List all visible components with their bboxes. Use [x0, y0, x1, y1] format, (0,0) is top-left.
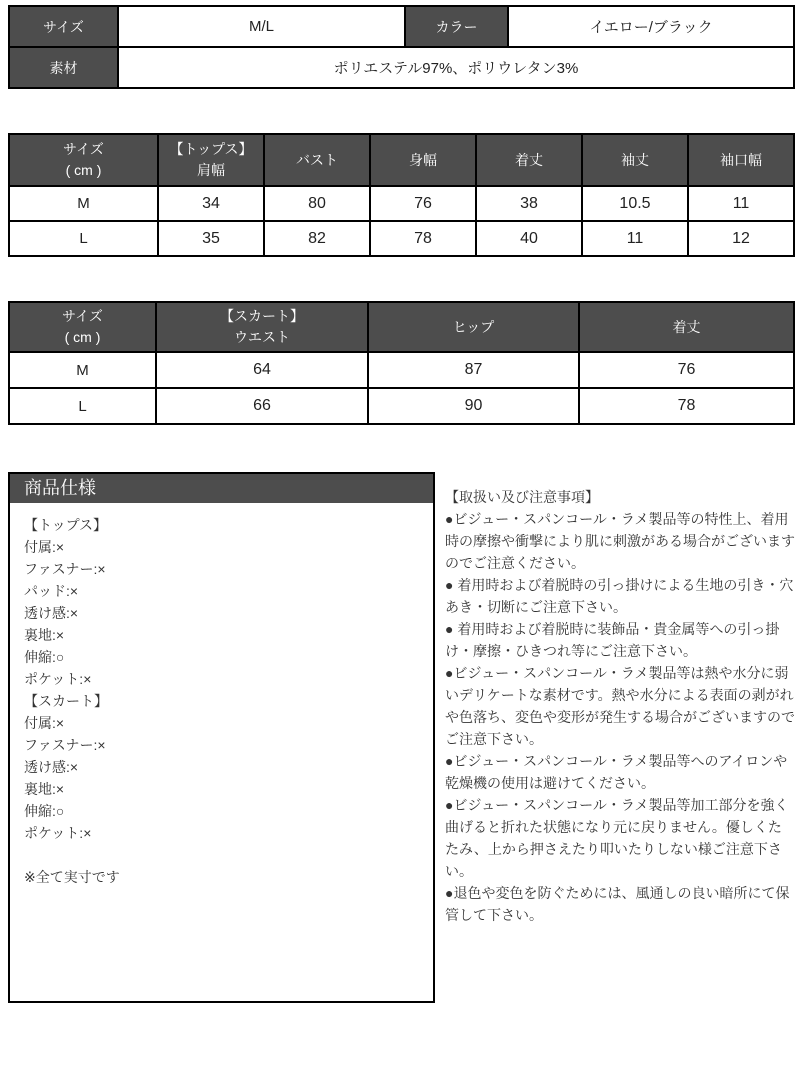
- value-cell: 66: [156, 388, 368, 424]
- table-row: [9, 6, 794, 47]
- care-notes-title: 【取扱い及び注意事項】: [445, 489, 599, 505]
- spec-line: 伸縮:○: [24, 649, 65, 665]
- care-note-item: ●ビジュー・スパンコール・ラメ製品等は熱や水分に弱いデリケートな素材です。熱や水分による表面の剥がれや色落ち、変色や変形が発生する場合がございますのでご注意下さい。: [445, 665, 795, 747]
- skirt-corner-cell: [9, 302, 156, 352]
- size-cell: M: [9, 186, 158, 221]
- corner-line1: サイズ: [63, 141, 104, 157]
- tops-header-bust: バスト: [264, 134, 370, 186]
- value-cell: 12: [688, 221, 794, 256]
- value-cell: 80: [264, 186, 370, 221]
- value-cell: 10.5: [582, 186, 688, 221]
- skirt-row-l: [9, 388, 794, 424]
- care-note-item: ●退色や変色を防ぐためには、風通しの良い暗所にて保管して下さい。: [445, 885, 790, 923]
- skirt-row-m: [9, 352, 794, 388]
- value-cell: 87: [368, 352, 579, 388]
- size-label-cell: サイズ: [9, 6, 118, 47]
- value-cell: 76: [370, 186, 476, 221]
- spec-line: ファスナー:×: [24, 737, 106, 753]
- spec-line: 伸縮:○: [24, 803, 65, 819]
- value-cell: 76: [579, 352, 794, 388]
- value-cell: 40: [476, 221, 582, 256]
- value-cell: 35: [158, 221, 264, 256]
- tops-header-shoulder: 【トップス】 肩幅: [158, 134, 264, 186]
- spec-line: 【スカート】: [24, 693, 108, 709]
- value-cell: 64: [156, 352, 368, 388]
- skirt-header-waist: 【スカート】 ウエスト: [156, 302, 368, 352]
- spec-blank-line: [24, 844, 419, 866]
- care-note-item: ● 着用時および着脱時に装飾品・貴金属等への引っ掛け・摩擦・ひきつれ等にご注意下さい。: [445, 621, 780, 659]
- spec-line: パッド:×: [24, 583, 79, 599]
- size-cell: L: [9, 221, 158, 256]
- spec-line: 【トップス】: [24, 517, 108, 533]
- tops-size-table: [8, 133, 795, 257]
- value-cell: 90: [368, 388, 579, 424]
- value-cell: 82: [264, 221, 370, 256]
- spec-panel-title-bar: [10, 474, 433, 503]
- tops-row-l: [9, 221, 794, 256]
- material-value-cell: ポリエステル97%、ポリウレタン3%: [118, 47, 794, 88]
- spec-line: 付属:×: [24, 715, 65, 731]
- tops-header-row: [9, 134, 794, 186]
- color-label-cell: カラー: [405, 6, 508, 47]
- tops-header-cuff-width: 袖口幅: [688, 134, 794, 186]
- corner-line2: ( cm ): [64, 329, 101, 345]
- value-cell: 78: [370, 221, 476, 256]
- color-value-cell: イエロー/ブラック: [508, 6, 794, 47]
- spec-line: 透け感:×: [24, 605, 79, 621]
- size-cell: M: [9, 352, 156, 388]
- value-cell: 78: [579, 388, 794, 424]
- size-value-cell: M/L: [118, 6, 405, 47]
- tops-row-m: [9, 186, 794, 221]
- care-notes: [445, 486, 795, 926]
- spec-line: ポケット:×: [24, 825, 92, 841]
- spec-line: 透け感:×: [24, 759, 79, 775]
- spec-panel-body: [10, 503, 433, 899]
- skirt-size-table: [8, 301, 795, 425]
- spec-line: 裏地:×: [24, 627, 65, 643]
- skirt-header-length: 着丈: [579, 302, 794, 352]
- spec-line: 付属:×: [24, 539, 65, 555]
- care-note-item: ●ビジュー・スパンコール・ラメ製品等の特性上、着用時の摩擦や衝撃により肌に刺激がある場合がございますのでご注意ください。: [445, 511, 795, 571]
- tops-group-label: 【トップス】: [169, 141, 253, 157]
- care-note-item: ●ビジュー・スパンコール・ラメ製品等加工部分を強く曲げると折れた状態になり元に戻りません。優しくたたみ、上から押さえたり叩いたりしない様ご注意下さい。: [445, 797, 789, 879]
- spec-line: 裏地:×: [24, 781, 65, 797]
- tops-corner-cell: [9, 134, 158, 186]
- tops-header-length: 着丈: [476, 134, 582, 186]
- care-note-item: ●ビジュー・スパンコール・ラメ製品等へのアイロンや乾燥機の使用は避けてください。: [445, 753, 788, 791]
- table-row: [9, 47, 794, 88]
- skirt-group-label: 【スカート】: [220, 308, 304, 324]
- value-cell: 38: [476, 186, 582, 221]
- corner-line1: サイズ: [62, 308, 103, 324]
- material-label-cell: 素材: [9, 47, 118, 88]
- spec-panel-title: 商品仕様: [24, 478, 96, 498]
- spec-note-actual-size: ※全て実寸です: [24, 869, 120, 885]
- tops-header-sleeve-length: 袖丈: [582, 134, 688, 186]
- tops-header-body-width: 身幅: [370, 134, 476, 186]
- size-cell: L: [9, 388, 156, 424]
- skirt-header-row: [9, 302, 794, 352]
- spec-line: ファスナー:×: [24, 561, 106, 577]
- size-color-material-table: [8, 5, 795, 89]
- value-cell: 11: [688, 186, 794, 221]
- product-spec-panel: [8, 472, 435, 1003]
- value-cell: 34: [158, 186, 264, 221]
- corner-line2: ( cm ): [65, 162, 102, 178]
- value-cell: 11: [582, 221, 688, 256]
- care-note-item: ● 着用時および着脱時の引っ掛けによる生地の引き・穴あき・切断にご注意下さい。: [445, 577, 794, 615]
- spec-line: ポケット:×: [24, 671, 92, 687]
- skirt-header-hip: ヒップ: [368, 302, 579, 352]
